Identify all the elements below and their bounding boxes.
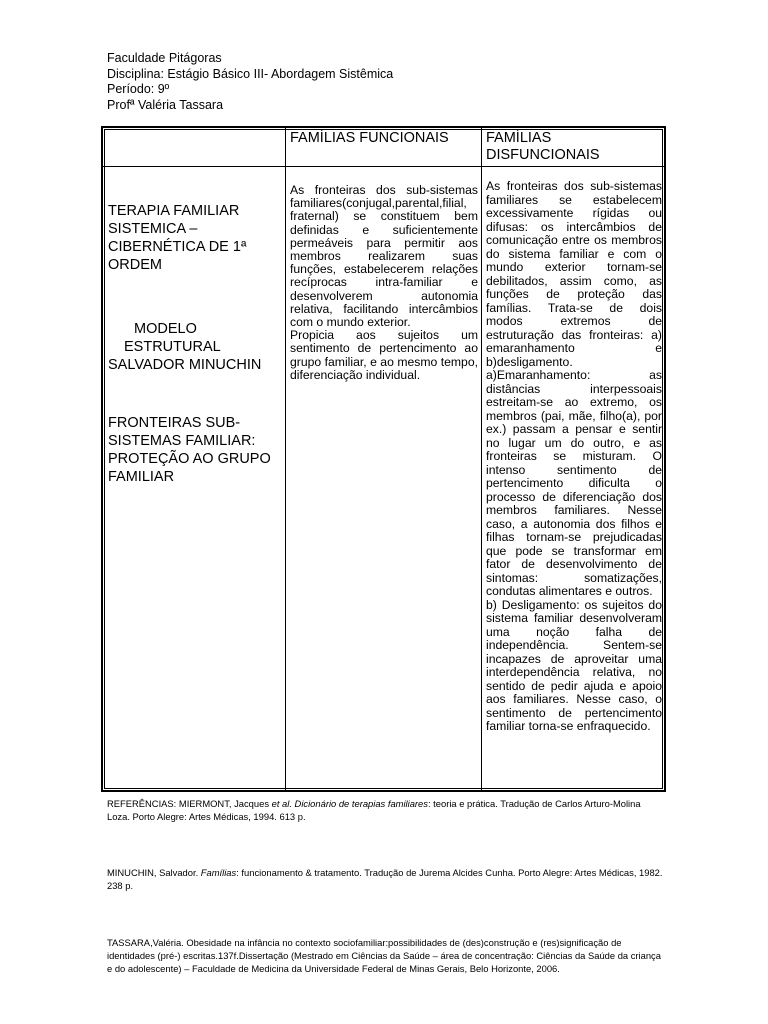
discipline-line: Disciplina: Estágio Básico III- Abordagem Sistêmica <box>107 66 394 81</box>
column-divider-1 <box>285 128 286 790</box>
document-header <box>107 51 393 113</box>
reference-1: REFERÊNCIAS: MIERMONT, Jacques et al. Dicionário de terapias familiares: teoria e prática. Tradução de Carlos Arturo-Molina Loza. Porto Alegre: Artes Médicas, 1994. 613 p. <box>107 798 641 822</box>
topic-column <box>108 202 284 486</box>
comparison-table <box>101 126 666 792</box>
topic-boundaries: FRONTEIRAS SUB-SISTEMAS FAMILIAR: PROTEÇÃO AO GRUPO FAMILIAR <box>108 415 271 485</box>
header-functional-families: FAMÍLIAS FUNCIONAIS <box>290 130 449 146</box>
dysfunctional-families-text <box>486 180 662 734</box>
institution-name: Faculdade Pitágoras <box>107 51 222 65</box>
functional-paragraph-1: As fronteiras dos sub-sistemas familiares(conjugal,parental,filial, fraternal) se constituem bem definidas e suficientemente permeáveis para permitir aos membros realizarem suas funções, estabelecerem relações recíprocas intra-familiar e desenvolverem autonomia relativa, facilitando intercâmbios com o mundo exterior. <box>290 183 478 330</box>
topic-model-author: SALVADOR MINUCHIN <box>108 357 262 373</box>
period-line: Período: 9º <box>107 82 170 96</box>
header-dysfunctional-families: FAMÍLIAS DISFUNCIONAIS <box>486 130 600 163</box>
functional-paragraph-2: Propicia aos sujeitos um sentimento de pertencimento ao grupo familiar, e ao mesmo tempo, diferenciação individual. <box>290 328 478 382</box>
reference-2: MINUCHIN, Salvador. Famílias: funcionamento & tratamento. Tradução de Jurema Alcides Cunha. Porto Alegre: Artes Médicas, 1982. 238 p. <box>107 867 663 891</box>
dysfunctional-paragraph-3: b) Desligamento: os sujeitos do sistema familiar desenvolveram uma noção falha de independência. Sentem-se incapazes de aproveitar uma interdependência relativa, no sentido de pedir ajuda e apoio aos familiares. Nesse caso, o sentimento de pertencimento familiar torna-se enfraquecido. <box>486 597 662 733</box>
column-divider-2 <box>481 128 482 790</box>
topic-model-line1: MODELO <box>134 321 197 337</box>
professor-line: Profª Valéria Tassara <box>107 97 224 112</box>
dysfunctional-paragraph-1: As fronteiras dos sub-sistemas familiares se estabelecem excessivamente rígidas ou difusas: os intercâmbios de comunicação entre os membros do sistema familiar e com o mundo exterior tornam-se debilitados, assim como, as funções de proteção das famílias. Trata-se de dois modos extremos de estruturação das fronteiras: a) emaranhamento e b)desligamento. <box>486 179 662 369</box>
topic-therapy: TERAPIA FAMILIAR SISTEMICA – CIBERNÉTICA DE 1ª ORDEM <box>108 203 247 273</box>
header-row-divider <box>103 166 664 167</box>
functional-families-text <box>290 184 478 382</box>
reference-3: TASSARA,Valéria. Obesidade na infância no contexto sociofamiliar:possibilidades de (des)construção e (res)significação de identidades (pré-) escritas.137f.Dissertação (Mestrado em Ciências da Saúde – área de concentração: Ciências da Saúde da criança e do adolescente) – Faculdade de Medicina da Universidade Federal de Minas Gerais, Belo Horizonte, 2006. <box>107 937 661 974</box>
topic-model-line2: ESTRUTURAL <box>124 339 221 355</box>
dysfunctional-paragraph-2: a)Emaranhamento: as distâncias interpessoais estreitam-se ao extremo, os membros (pai, mãe, filho(a), por ex.) passam a pensar e sentir no lugar um do outro, e as fronteiras se misturam. O intenso sentimento de pertencimento dificulta o processo de diferenciação dos membros familiares. Nesse caso, a autonomia dos filhos e filhas tornam-se prejudicadas que pode se transformar em fator de desenvolvimento de sintomas: somatizações, condutas alimentares e outros. <box>486 368 662 598</box>
